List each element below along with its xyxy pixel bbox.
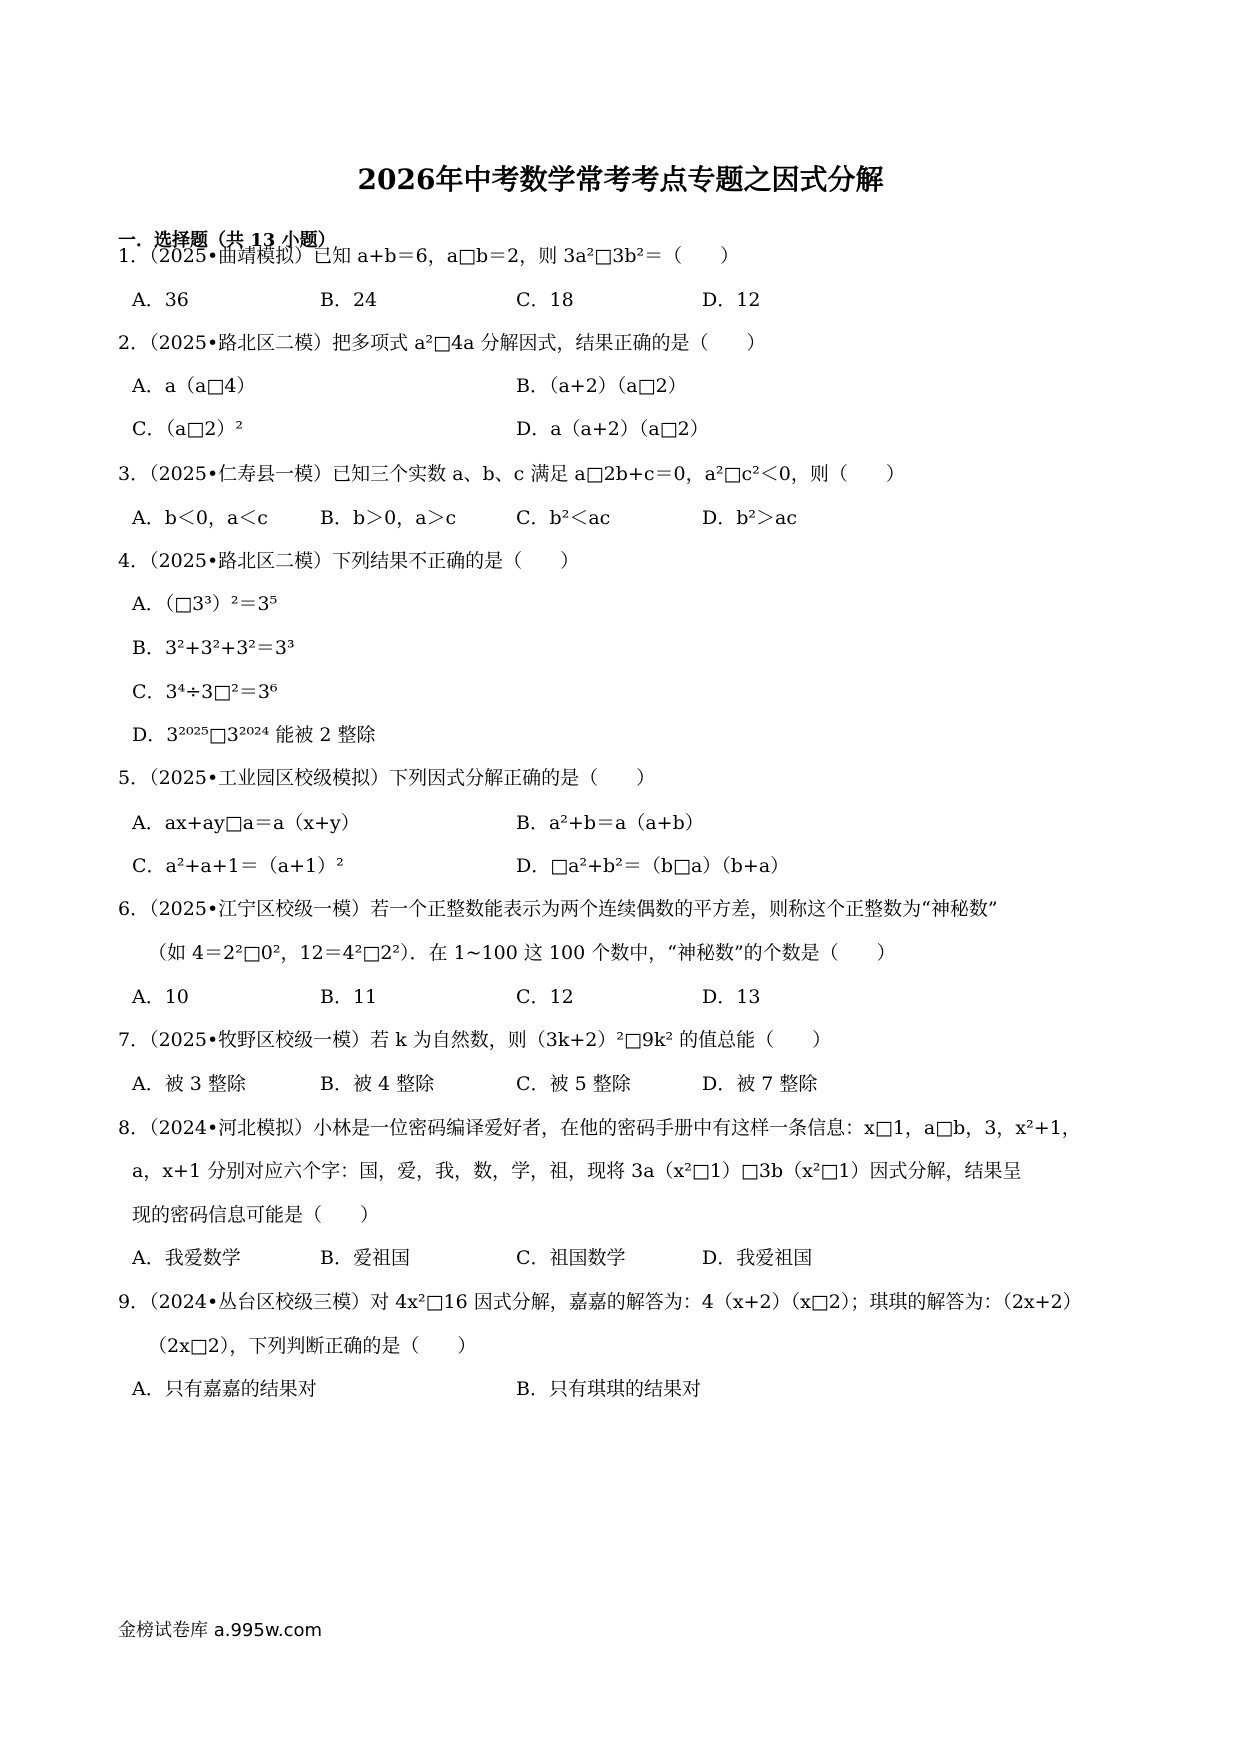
question-5-stem: 5．（2025•工业园区校级模拟）下列因式分解正确的是（ ）	[118, 767, 656, 789]
q1-option-b: B．24	[320, 289, 378, 311]
question-4-stem: 4．（2025•路北区二模）下列结果不正确的是（ ）	[118, 550, 580, 572]
question-6-stem-line-2: （如 4＝2²□0²，12＝4²□2²）．在 1~100 这 100 个数中，“神秘数”的个数是（ ）	[148, 942, 896, 964]
q1-option-a: A．36	[132, 289, 189, 311]
q4-option-d: D．3²⁰²⁵□3²⁰²⁴ 能被 2 整除	[132, 724, 376, 746]
q4-option-b: B．3²+3²+3²＝3³	[132, 637, 295, 659]
q3-option-b: B．b＞0，a＞c	[320, 507, 457, 529]
q2-option-d: D．a（a+2）（a□2）	[516, 418, 709, 440]
question-1-stem: 1．（2025•曲靖模拟）已知 a+b＝6，a□b＝2，则 3a²□3b²＝（ ）	[118, 245, 740, 267]
q7-option-a: A．被 3 整除	[132, 1073, 246, 1095]
q9-option-b: B．只有琪琪的结果对	[516, 1378, 701, 1400]
q4-option-a: A．（□3³）²＝3⁵	[132, 593, 278, 615]
q5-option-b: B．a²+b＝a（a+b）	[516, 812, 704, 834]
q6-option-d: D．13	[702, 986, 761, 1008]
q2-option-b: B．（a+2）（a□2）	[516, 375, 687, 397]
question-8-stem-line-1: 8．（2024•河北模拟）小林是一位密码编译爱好者，在他的密码手册中有这样一条信息：x□1，a□b，3，x²+1，	[118, 1117, 1081, 1139]
q7-option-b: B．被 4 整除	[320, 1073, 435, 1095]
q8-option-d: D．我爱祖国	[702, 1247, 813, 1269]
q8-option-b: B．爱祖国	[320, 1247, 410, 1269]
q1-option-d: D．12	[702, 289, 761, 311]
q6-option-a: A．10	[132, 986, 189, 1008]
q3-option-d: D．b²＞ac	[702, 507, 797, 529]
q4-option-c: C．3⁴÷3□²＝3⁶	[132, 681, 278, 703]
section-heading: 一．选择题（共 13 小题）	[118, 230, 336, 251]
question-8-stem-line-3: 现的密码信息可能是（ ）	[132, 1204, 380, 1226]
q8-option-c: C．祖国数学	[516, 1247, 626, 1269]
q5-option-c: C．a²+a+1＝（a+1）²	[132, 855, 344, 877]
question-3-stem: 3．（2025•仁寿县一模）已知三个实数 a、b、c 满足 a□2b+c＝0，a²□c²＜0，则（ ）	[118, 463, 905, 485]
question-7-stem: 7．（2025•牧野区校级一模）若 k 为自然数，则（3k+2）²□9k² 的值总能（ ）	[118, 1029, 832, 1051]
q2-option-a: A．a（a□4）	[132, 375, 256, 397]
q7-option-c: C．被 5 整除	[516, 1073, 631, 1095]
q3-option-a: A．b＜0，a＜c	[132, 507, 268, 529]
question-9-stem-line-2: （2x□2），下列判断正确的是（ ）	[148, 1335, 477, 1357]
question-2-stem: 2．（2025•路北区二模）把多项式 a²□4a 分解因式，结果正确的是（ ）	[118, 332, 766, 354]
q6-option-b: B．11	[320, 986, 378, 1008]
q2-option-c: C．（a□2）²	[132, 418, 244, 440]
page-title: 2026年中考数学常考考点专题之因式分解	[357, 163, 884, 196]
question-8-stem-line-2: a，x+1 分别对应六个字：国，爱，我，数，学，祖，现将 3a（x²□1）□3b（x²□1）因式分解，结果呈	[132, 1160, 1022, 1182]
q5-option-d: D．□a²+b²＝（b□a）（b+a）	[516, 855, 790, 877]
footer-watermark: 金榜试卷库 a.995w.com	[118, 1620, 323, 1641]
question-6-stem-line-1: 6．（2025•江宁区校级一模）若一个正整数能表示为两个连续偶数的平方差，则称这个正整数为“神秘数”	[118, 898, 998, 920]
q1-option-c: C．18	[516, 289, 574, 311]
q5-option-a: A．ax+ay□a＝a（x+y）	[132, 812, 360, 834]
q3-option-c: C．b²＜ac	[516, 507, 611, 529]
q7-option-d: D．被 7 整除	[702, 1073, 818, 1095]
question-9-stem-line-1: 9．（2024•丛台区校级三模）对 4x²□16 因式分解，嘉嘉的解答为：4（x+2）（x□2）；琪琪的解答为：（2x+2）	[118, 1291, 1082, 1313]
q8-option-a: A．我爱数学	[132, 1247, 241, 1269]
q9-option-a: A．只有嘉嘉的结果对	[132, 1378, 317, 1400]
q6-option-c: C．12	[516, 986, 574, 1008]
